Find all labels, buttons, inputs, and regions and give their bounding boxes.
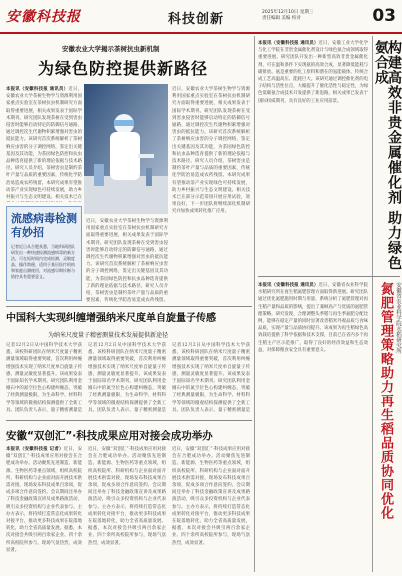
story4-lead: 本报讯（安徽科技报 通讯员） [258,41,319,46]
story3-body: 近日，安徽“双创汇”·科技成果应用对接会在合肥成功举办。活动聚焦先进制造、新能源、生物医药等重点领域，组织高校院所、科研机构与企业面对面开展技术供需对接，现场发布科技成果百余项，促成多项合作意向签约。会议期间还举办了科技金融政策宣讲及成果路演活动，吸引众多投资机构与企业代表参与。主办方表示，将持续打造常态化成果转化对接平台，推动更多科技成果在皖落地转化，助力全省高质量发展。据悉，本次对接会共吸引两百余家企业、四十余所高校院所参与，现场气氛热烈，成效显著。 [6,447,82,553]
date-line-2: 责任编辑 美编 校对 [262,16,301,21]
story1-body-left [6,86,82,202]
story2-headline: 中国科大实现纠缠增强纳米尺度单自旋量子传感 [6,313,216,324]
pull-quote-title: 流感病毒检测有妙招 [11,212,77,239]
pull-quote-box [6,206,82,301]
story2-body-c3: 记者12月2日从中国科学技术大学获悉，该校科研团队在纳米尺度量子精密测量领域取得重要突破，首次利用纠缠增强技术实现了纳米尺度单自旋量子传感，测量灵敏度显著提升。该成果发表于国际知名学术期刊。研究团队利用金刚石中的氮空位色心构建纠缠态，突破了经典测量极限，为生命科学、材料科学等领域的微观结构探测提供了全新工具。团队负责人表示，量子精密测量是 [172,343,250,413]
story2-body: 记者12月2日从中国科学技术大学获悉，该校科研团队在纳米尺度量子精密测量领域取得重要突破，首次利用纠缠增强技术实现了纳米尺度单自旋量子传感，测量灵敏度显著提升。该成果发表于国际知名学术期刊。研究团队利用金刚石中的氮空位色心构建纠缠态，突破了经典测量极限，为生命科学、材料科学等领域的微观结构探测提供了全新工具。团队负责人表示，量子精密测量是 [6,343,82,413]
story2-body-col2 [88,342,166,414]
story1-body-cont2: 近日，安徽农业大学茶树生物学与资源利用国家重点实验室在茶树抗虫机制研究方面取得重要进展，相关成果发表于国际学术期刊。研究团队发现茶树在受到害虫侵害时能够启动特定的防御信号通路，通过调控次生代谢物积累增强对害虫的抵抗能力。该研究首次系统解析了茶树响应虫害的分子调控网络，鉴定出关键基因及其功能，为茶园绿色防控和抗虫品种选育提供了新的理论依据与技术路径。研究人员介绍，茶树害虫是制约茶叶产量与品质的重要因素，传统化学防治易造成农药残留。 [86,219,168,304]
story3-body-c2: 近日，安徽“双创汇”·科技成果应用对接会在合肥成功举办。活动聚焦先进制造、新能源、生物医药等重点领域，组织高校院所、科研机构与企业面对面开展技术供需对接，现场发布科技成果百余项，促成多项合作意向签约。会议期间还举办了科技金融政策宣讲及成果路演活动，吸引众多投资机构与企业代表参与。主办方表示，将持续打造常态化成果转化对接平台，推动更多科技成果在皖落地转化，助力全省高质量发展。据悉，本次对接会共吸引两百余家企业、四十余所高校院所参与，现场气氛热烈，成效显著。 [88,447,166,546]
section-divider [6,306,252,307]
story2-body-c2: 记者12月2日从中国科学技术大学获悉，该校科研团队在纳米尺度量子精密测量领域取得重要突破，首次利用纠缠增强技术实现了纳米尺度单自旋量子传感，测量灵敏度显著提升。该成果发表于国际知名学术期刊。研究团队利用金刚石中的氮空位色心构建纠缠态，突破了经典测量极限，为生命科学、材料科学等领域的微观结构探测提供了全新工具。团队负责人表示，量子精密测量是 [88,343,166,413]
story1-kicker: 安徽农业大学揭示茶树抗虫新机制 [62,45,160,53]
lab-photo-image [84,84,168,214]
story1-body-cont: 近日，安徽农业大学茶树生物学与资源利用国家重点实验室在茶树抗虫机制研究方面取得重要进展，相关成果发表于国际学术期刊。研究团队发现茶树在受到害虫侵害时能够启动特定的防御信号通路，通过调控次生代谢物积累增强对害虫的抵抗能力。该研究首次系统解析了茶树响应虫害的分子调控网络，鉴定出关键基因及其功能，为茶园绿色防控和抗虫品种选育提供了新的理论依据与技术路径。研究人员介绍，茶树害虫是制约茶叶产量与品质的重要因素，传统化学防治易造成农药残留。本研究成果有望推动茶产业实现绿色可持续发展，助力乡村振兴与生态文明建设。相关技术已在部分示范茶园开展应用试验，效果良好，下一步团队将继续深化机制研究并加快成果转化推广应用。 [172,87,250,215]
lab-photo [84,84,168,214]
story5-headline: 氮肥管理策略助力再生稻品质协同优化 [378,282,393,520]
section-divider [6,420,252,421]
story1-headline: 为绿色防控提供新路径 [38,59,209,78]
story5-lead: 本报讯（安徽科技报 通讯员） [258,283,319,288]
story3-body-c3: 近日，安徽“双创汇”·科技成果应用对接会在合肥成功举办。活动聚焦先进制造、新能源、生物医药等重点领域，组织高校院所、科研机构与企业面对面开展技术供需对接，现场发布科技成果百余项，促成多项合作意向签约。会议期间还举办了科技金融政策宣讲及成果路演活动，吸引众多投资机构与企业代表参与。主办方表示，将持续打造常态化成果转化对接平台，推动更多科技成果在皖落地转化，助力全省高质量发展。据悉，本次对接会共吸引两百余家企业、四十余所高校院所参与，现场气氛热烈，成效显著。 [172,447,250,546]
story3-lead: 本报讯（安徽科技报 记者） [6,447,64,452]
column-rule [372,36,373,572]
date-line-1: 2025年12月10日 星期三 [262,10,314,15]
story2-body-col3 [172,342,250,414]
story2-subheadline: 为纳米尺度量子精密测量技术发展提供新途径 [48,332,169,339]
story3-body-col3 [172,446,250,570]
story5-kicker: 安徽省农业科学院水稻研究所 [395,282,401,354]
story3-body-col2 [88,446,166,570]
story1-lead: 本报讯（安徽科技报 通讯员） [6,87,69,92]
section-title: 科技创新 [168,12,225,27]
column-rule [254,36,255,572]
masthead [0,0,402,34]
section-divider [258,276,400,277]
story4-headline: 构建高效非贵金属催化剂 助力绿色氨合成 [373,40,402,271]
story1-body: 近日，安徽农业大学茶树生物学与资源利用国家重点实验室在茶树抗虫机制研究方面取得重要进展，相关成果发表于国际学术期刊。研究团队发现茶树在受到害虫侵害时能够启动特定的防御信号通路，通过调控次生代谢物积累增强对害虫的抵抗能力。该研究首次系统解析了茶树响应虫害的分子调控网络，鉴定出关键基因及其功能，为茶园绿色防控和抗虫品种选育提供了新的理论依据与技术路径。研究人员介绍，茶树害虫是制约茶叶产量与品质的重要因素，传统化学防治易造成农药残留。本研究成果有望推动茶产业实现绿色可持续发展，助力乡村振兴与生态文明建设。相关技术已在 [6,87,82,201]
pull-quote-body: 记者近日从合肥获悉，当地科研团队研发出一种快速检测流感病毒的新方法，可在短时间内完成检测，灵敏度高、操作简便，适用于基层医疗机构和家庭自测使用，对流感早期诊断与防控具有重要意义。 [11,244,75,279]
date-line [262,10,313,22]
story4-body-text: 近日，安徽工业大学化学与化工学院在非贵金属催化剂设计与绿色氨合成领域取得重要进展。研究团队开发出一种新型高效非贵金属催化剂，可在温和条件下实现氨的高效合成，显著降低能耗与碳排放。氨是重要的化工原料和潜在的氢能载体，传统合成工艺高温高压、能耗巨大。该研究通过调控催化剂的电子结构与活性位点，大幅提升了催化活性与稳定性，为绿色低碳氨合成技术开发提供了新思路，相关成果已发表于国际权威期刊，具有良好的工业应用前景。 [258,41,368,104]
story3-headline: 安徽“双创汇”·科技成果应用对接会成功举办 [6,430,213,442]
story3-body-col1 [6,446,82,570]
newspaper-logo: 安徽科技报 [6,9,81,25]
story4-body [258,40,368,272]
page-number: 03 [372,6,396,26]
story5-body-text: 近日，安徽省农业科学院水稻研究所在再生稻氮肥管理方面取得新进展。研究团队通过优化氮肥施用时期与用量，系统分析了氮肥管理对再生稻产量和品质的影响，提出了兼顾高产与优质的氮肥管理策略。研究发现，合理调整头季稻与再生季氮肥分配比例，能够在稳定产量的同时显著改善稻米外观品质与食味品质，实现产量与品质协同提升。该成果为再生稻绿色高效栽培提供了科学依据和技术支撑，目前已在省内多个再生稻主产区示范推广，取得了良好的经济效益和生态效益，对保障粮食安全具有重要意义。 [258,283,368,353]
story5-body [258,282,368,570]
story1-body-right [172,86,250,304]
story2-body-col1 [6,342,82,414]
story1-body-mid [86,218,168,304]
